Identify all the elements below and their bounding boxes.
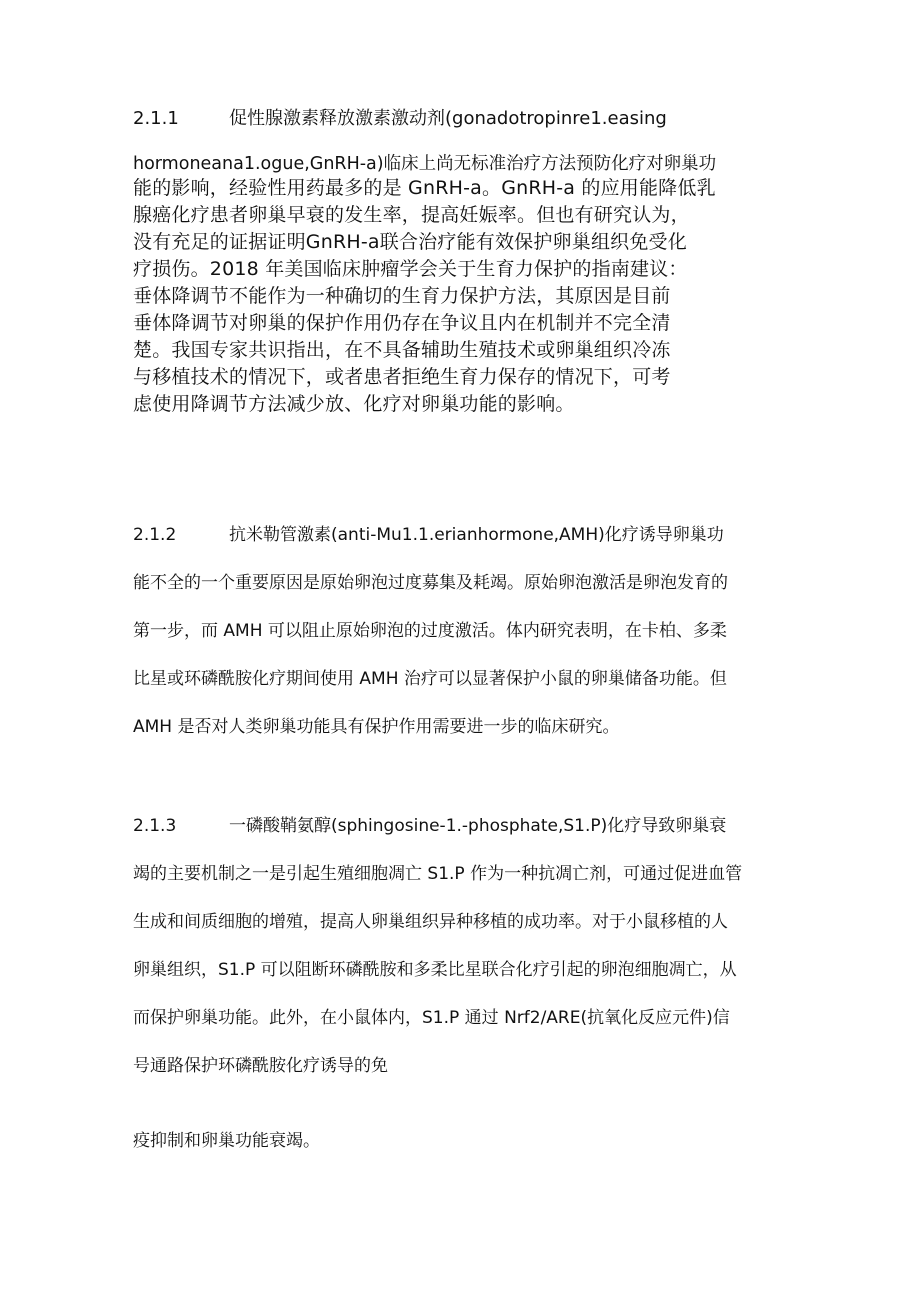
section-2-1-3-heading [133,811,803,836]
paragraph-line: 疗损伤。2018 年美国临床肿瘤学会关于生育力保护的指南建议： [133,258,688,280]
section-2-1-2-heading [133,520,803,545]
paragraph-line: 第一步，而 AMH 可以阻止原始卵泡的过度激活。体内研究表明，在卡柏、多柔 [133,621,727,641]
paragraph-line: 竭的主要机制之一是引起生殖细胞凋亡 S1.P 作为一种抗凋亡剂，可通过促进血管 [133,864,743,884]
paragraph-line: 卵巢组织，S1.P 可以阻断环磷酰胺和多柔比星联合化疗引起的卵泡细胞凋亡，从 [133,960,737,980]
paragraph-continuation: 疫抑制和卵巢功能衰竭。 [133,1131,320,1151]
paragraph-line: 腺癌化疗患者卵巢早衰的发生率，提高妊娠率。但也有研究认为， [133,204,690,226]
paragraph-line: 生成和间质细胞的增殖，提高人卵巢组织异种移植的成功率。对于小鼠移植的人 [133,912,728,932]
paragraph-line: 能的影响，经验性用药最多的是 GnRH-a。GnRH-a 的应用能降低乳 [133,177,716,199]
paragraph-line: AMH 是否对人类卵巢功能具有保护作用需要进一步的临床研究。 [133,717,620,737]
section-number: 2.1.3 [133,816,177,836]
section-2-1-1-heading [133,104,803,130]
section-title: 促性腺激素释放激素激动剂(gonadotropinre1.easing [229,108,667,129]
paragraph-line: 号通路保护环磷酰胺化疗诱导的免 [133,1056,388,1076]
section-title: 一磷酸鞘氨醇(sphingosine-1.-phosphate,S1.P)化疗导致卵巢衰 [229,816,727,836]
paragraph-line: 与移植技术的情况下，或者患者拒绝生育力保存的情况下，可考 [133,366,671,388]
paragraph-line: 垂体降调节不能作为一种确切的生育力保护方法，其原因是目前 [133,285,671,307]
section-title: 抗米勒管激素(anti-Mu1.1.erianhormone,AMH)化疗诱导卵巢功 [229,525,724,545]
paragraph-line: 没有充足的证据证明GnRH-a联合治疗能有效保护卵巢组织免受化 [133,231,687,253]
paragraph-line: 比星或环磷酰胺化疗期间使用 AMH 治疗可以显著保护小鼠的卵巢储备功能。但 [133,669,727,689]
section-number: 2.1.2 [133,525,177,545]
paragraph-line: 能不全的一个重要原因是原始卵泡过度募集及耗竭。原始卵泡激活是卵泡发育的 [133,573,728,593]
paragraph-line: 楚。我国专家共识指出，在不具备辅助生殖技术或卵巢组织冷冻 [133,339,671,361]
paragraph-line: 而保护卵巢功能。此外，在小鼠体内，S1.P 通过 Nrf2/ARE(抗氧化反应元件)信 [133,1008,730,1028]
section-2-1-1-line: hormoneana1.ogue,GnRH-a)临床上尚无标准治疗方法预防化疗对卵巢功 [133,154,717,174]
paragraph-line: 虑使用降调节方法减少放、化疗对卵巢功能的影响。 [133,393,575,415]
paragraph-line: 垂体降调节对卵巢的保护作用仍存在争议且内在机制并不完全清 [133,312,671,334]
section-2-1-1-paragraph [133,175,803,418]
section-number: 2.1.1 [133,108,179,129]
